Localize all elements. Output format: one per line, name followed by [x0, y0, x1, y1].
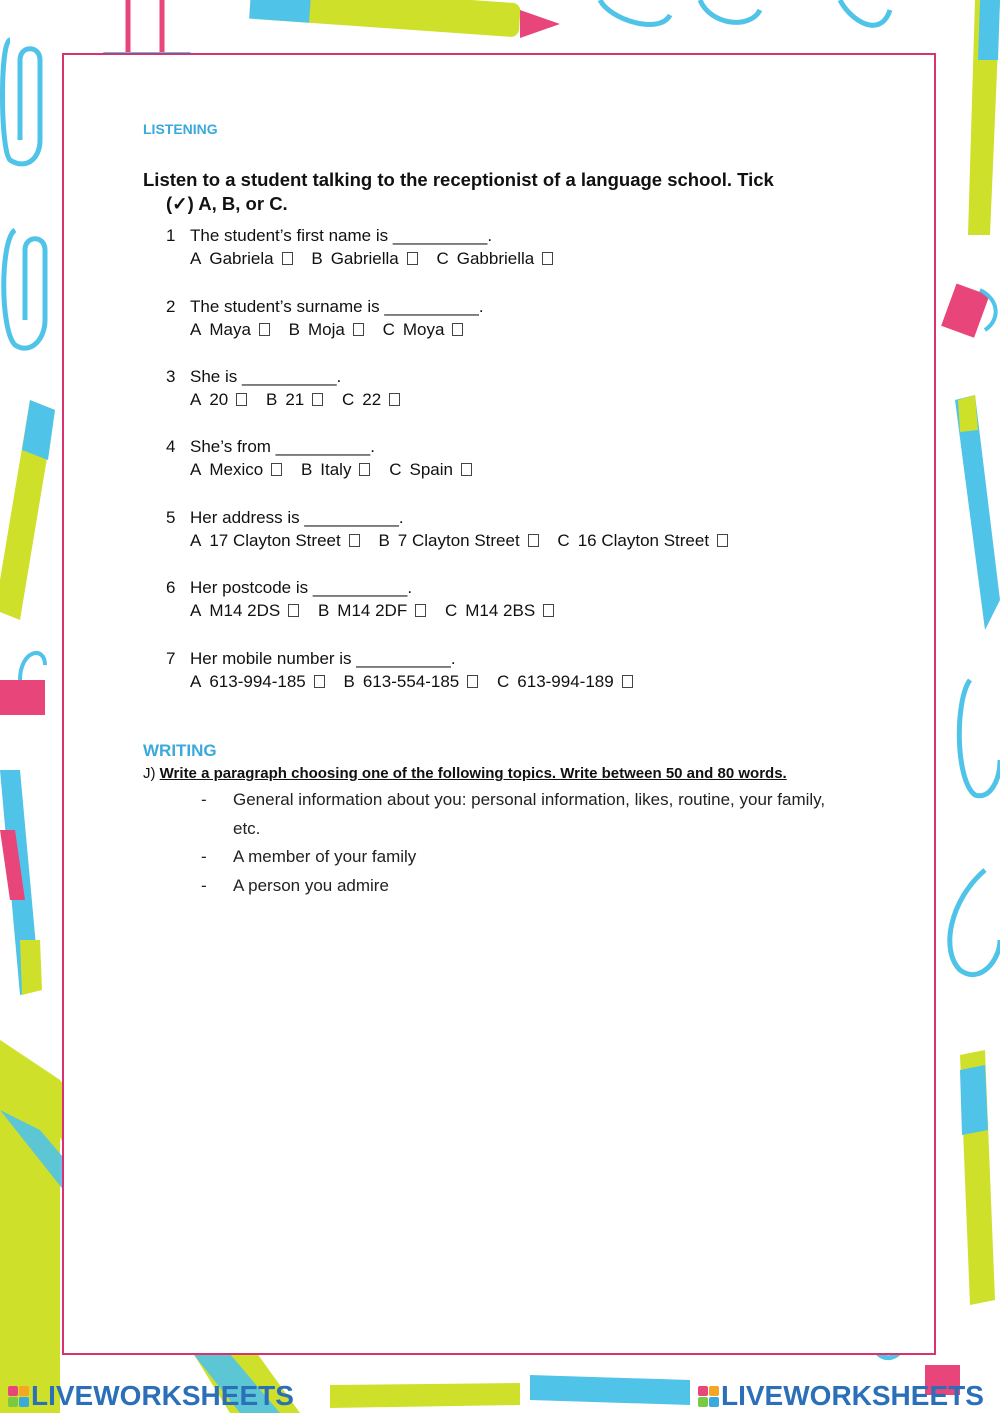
question-6 — [166, 576, 866, 622]
tick-box[interactable] — [353, 323, 364, 336]
topic-item: - A person you admire — [201, 875, 389, 895]
tick-box[interactable] — [461, 463, 472, 476]
question-number: 3 — [166, 367, 176, 386]
paper-clip-left-1 — [3, 40, 41, 164]
writing-task — [143, 765, 787, 782]
option-b: B 613-554-185 — [344, 670, 479, 693]
question-stem: The student’s first name is __________. — [190, 226, 493, 245]
question-stem: Her address is __________. — [190, 508, 404, 527]
option-a: A 613-994-185 — [190, 670, 325, 693]
question-stem: The student’s surname is __________. — [190, 297, 484, 316]
task-text: Write a paragraph choosing one of the following topics. Write between 50 and 80 words. — [159, 765, 787, 782]
question-7 — [166, 647, 866, 693]
question-stem: Her postcode is __________. — [190, 578, 413, 597]
tick-box[interactable] — [282, 252, 293, 265]
option-b: B 21 — [266, 388, 323, 411]
pen-right-decoration — [968, 0, 1000, 235]
question-number: 2 — [166, 297, 176, 316]
topic-item: - General information about you: personal information, likes, routine, your family, etc. — [201, 790, 826, 838]
question-stem: She’s from __________. — [190, 437, 375, 456]
option-c: C Moya — [383, 318, 464, 341]
pen-left-blue — [0, 770, 42, 995]
liveworksheets-mark-icon — [698, 1386, 719, 1407]
tick-box[interactable] — [407, 252, 418, 265]
liveworksheets-logo-right: LIVEWORKSHEETS — [698, 1380, 984, 1412]
option-b: B M14 2DF — [318, 599, 426, 622]
option-a: A M14 2DS — [190, 599, 299, 622]
writing-heading: WRITING — [143, 741, 217, 760]
pen-right-lower — [960, 1050, 995, 1305]
option-b: B Moja — [289, 318, 364, 341]
paper-clip-right-2 — [950, 870, 1000, 975]
tick-box[interactable] — [349, 534, 360, 547]
option-c: C Spain — [389, 458, 472, 481]
tick-box[interactable] — [314, 675, 325, 688]
topic-list — [201, 786, 851, 900]
tick-box[interactable] — [543, 604, 554, 617]
option-b: B Gabriella — [311, 247, 417, 270]
option-c: C 613-994-189 — [497, 670, 633, 693]
binder-clip-left — [0, 653, 45, 715]
task-prefix: J) — [143, 765, 156, 782]
liveworksheets-mark-icon — [8, 1386, 29, 1407]
question-2 — [166, 295, 866, 341]
pen-left-decoration — [0, 400, 55, 620]
option-b: B Italy — [301, 458, 371, 481]
listening-heading: LISTENING — [143, 121, 218, 137]
tick-box[interactable] — [359, 463, 370, 476]
tick-box[interactable] — [288, 604, 299, 617]
tick-box[interactable] — [542, 252, 553, 265]
option-a: A Maya — [190, 318, 270, 341]
question-stem: She is __________. — [190, 367, 342, 386]
question-1 — [166, 224, 866, 270]
option-b: B 7 Clayton Street — [378, 529, 538, 552]
question-4 — [166, 435, 866, 481]
tick-box[interactable] — [236, 393, 247, 406]
question-3 — [166, 365, 866, 411]
instruction-line-1: Listen to a student talking to the receptionist of a language school. Tick — [143, 169, 774, 190]
tick-box[interactable] — [389, 393, 400, 406]
listening-instruction — [143, 168, 863, 216]
question-stem: Her mobile number is __________. — [190, 649, 456, 668]
question-number: 1 — [166, 226, 176, 245]
option-c: C Gabbriella — [436, 247, 553, 270]
question-number: 4 — [166, 437, 176, 456]
paper-clip-right-1 — [959, 680, 1000, 796]
pen-top-decoration — [249, 0, 560, 38]
liveworksheets-logo-left: LIVEWORKSHEETS — [8, 1380, 294, 1412]
tick-box[interactable] — [528, 534, 539, 547]
question-number: 6 — [166, 578, 176, 597]
question-number: 5 — [166, 508, 176, 527]
tick-box[interactable] — [452, 323, 463, 336]
paper-clip-top-right — [600, 0, 890, 25]
option-a: A 17 Clayton Street — [190, 529, 360, 552]
option-a: A Gabriela — [190, 247, 293, 270]
binder-clip-right — [941, 284, 996, 338]
instruction-line-2: (✓) A, B, or C. — [166, 193, 288, 214]
tick-box[interactable] — [271, 463, 282, 476]
pen-right-blue — [955, 395, 1000, 630]
question-5 — [166, 506, 866, 552]
tick-box[interactable] — [415, 604, 426, 617]
option-c: C 16 Clayton Street — [557, 529, 728, 552]
option-a: A 20 — [190, 388, 247, 411]
tick-box[interactable] — [259, 323, 270, 336]
question-number: 7 — [166, 649, 176, 668]
option-a: A Mexico — [190, 458, 282, 481]
tick-box[interactable] — [467, 675, 478, 688]
tick-box[interactable] — [622, 675, 633, 688]
tick-box[interactable] — [717, 534, 728, 547]
option-c: C M14 2BS — [445, 599, 554, 622]
topic-item: - A member of your family — [201, 847, 417, 866]
paper-clip-left-2 — [4, 230, 45, 348]
tick-box[interactable] — [312, 393, 323, 406]
option-c: C 22 — [342, 388, 400, 411]
